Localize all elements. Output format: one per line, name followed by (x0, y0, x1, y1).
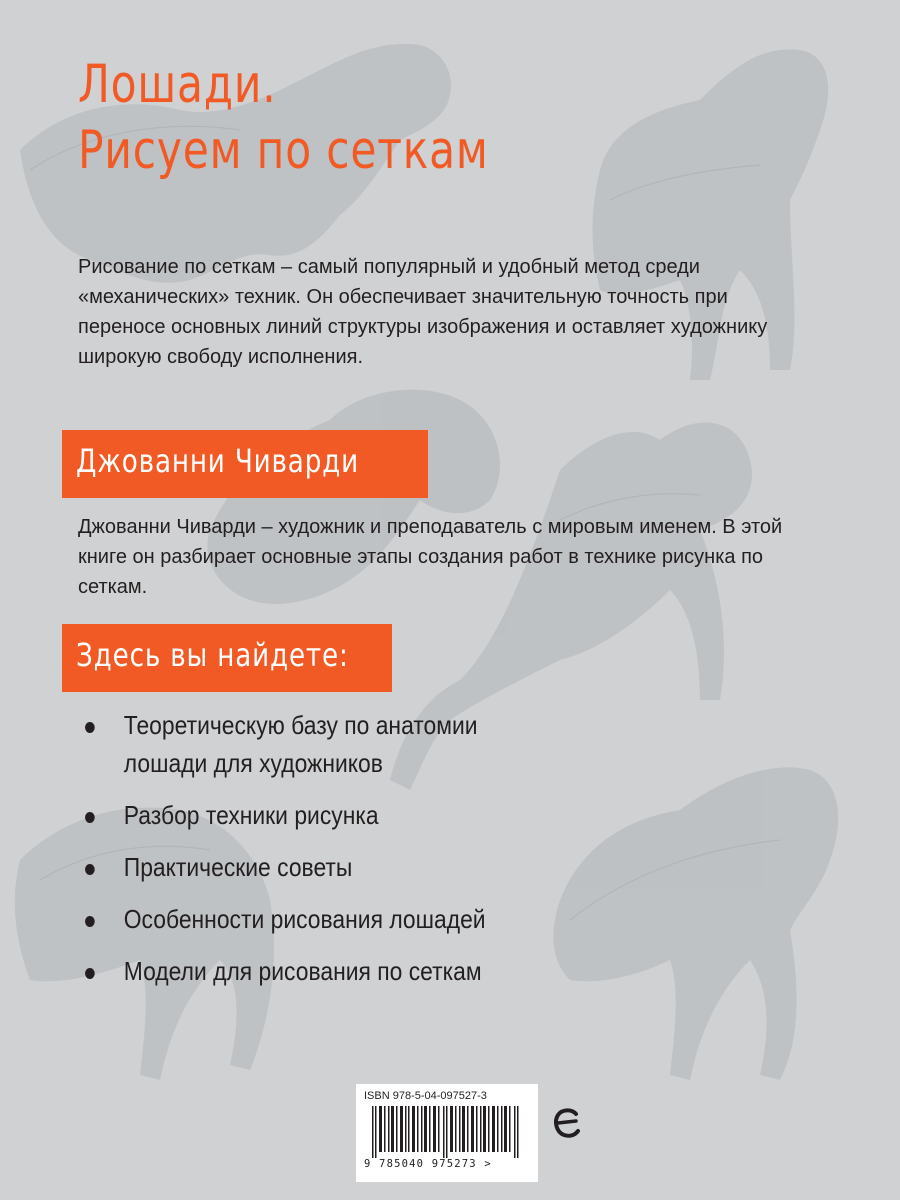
title-line-2: Рисуем по сеткам (78, 120, 489, 181)
list-item (78, 900, 529, 938)
barcode-bars (364, 1106, 530, 1158)
feature-text: Особенности рисования лошадей (123, 904, 486, 934)
features-list (78, 706, 590, 1004)
find-banner (62, 624, 392, 692)
intro-paragraph: Рисование по сеткам – самый популярный и удобный метод среди «механических» техник. Он обеспечивает значительную точность при переносе основных линий структуры изображения и оставляет художнику широкую свободу исполнения. (78, 256, 768, 368)
feature-text: Разбор техники рисунка (123, 800, 379, 830)
list-item (78, 706, 529, 782)
barcode-digits: 9 785040 975273 > (364, 1158, 492, 1170)
feature-text: Теоретическую базу по анатомии лошади для художников (123, 710, 478, 778)
find-heading: Здесь вы найдете: (76, 636, 349, 674)
title-line-1: Лошади. (78, 54, 277, 115)
eksmo-logo-icon (552, 1106, 582, 1140)
isbn-number: ISBN 978-5-04-097527-3 (364, 1090, 487, 1102)
list-item (78, 848, 529, 886)
barcode-block (356, 1084, 538, 1182)
author-banner (62, 430, 428, 498)
book-title (78, 52, 489, 184)
feature-text: Практические советы (123, 852, 353, 882)
list-item (78, 796, 529, 834)
author-heading: Джованни Чиварди (76, 442, 360, 480)
feature-text: Модели для рисования по сеткам (123, 956, 482, 986)
author-bio: Джованни Чиварди – художник и преподаватель с мировым именем. В этой книге он разбирает основные этапы создания работ в технике рисунка по сеткам. (78, 516, 783, 598)
list-item (78, 952, 529, 990)
